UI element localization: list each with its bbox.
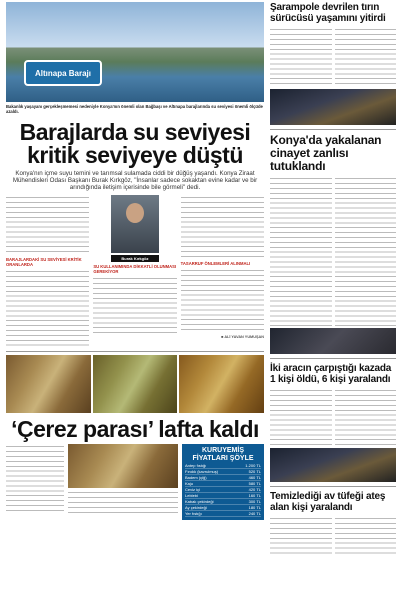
price-item-name: Leblebi (185, 493, 198, 498)
price-item-name: Ay çekirdeği (185, 505, 207, 510)
price-item-name: Ceviz içi (185, 487, 200, 492)
lead-subhead-2: SU KULLANIMINDA DİKKATLİ OLUNMASI GEREKİYOR (93, 264, 177, 274)
price-item-value: 180 TL (248, 505, 261, 510)
price-item-name: Kabak çekirdeği (185, 499, 214, 504)
lead-body-col1 (6, 195, 89, 347)
price-item-value: 580 TL (248, 481, 261, 486)
lead-subhead-3: TASARRUF ÖNLEMLERİ ALINMALI (180, 261, 251, 266)
price-item-name: Yer fıstığı (185, 511, 202, 516)
lead-byline: ■ ALİ YAVAN YUMUŞAN (221, 335, 264, 339)
nuts-photo-strip (6, 355, 264, 413)
lead-body (6, 195, 264, 347)
price-item-name: Antep fıstığı (185, 463, 207, 468)
price-item-value: 420 TL (248, 487, 261, 492)
story2-title: Konya'da yakalanan cinayet zanlısı tutuklandı (270, 133, 382, 173)
cerez-headline: ‘Çerez parası’ lafta kaldı (11, 416, 259, 442)
price-box (182, 444, 264, 520)
price-item-value: 520 TL (248, 469, 261, 474)
kirkgoz-photo (111, 195, 159, 253)
lead-body-col2 (93, 195, 176, 347)
price-item-value: 460 TL (248, 475, 261, 480)
lead-body-col3 (181, 195, 264, 347)
lead-headline-line1: Barajlarda su seviyesi (19, 119, 251, 145)
price-item-value: 240 TL (248, 511, 261, 516)
nuts-photo-2 (93, 355, 178, 413)
lead-deck: Konya'nın içme suyu temini ve tarımsal sulamada ciddi bir düğüş yaşandı. Konya Ziraat Mühendisleri Odası Başkanı Burak Kırkgöz, "İnsanlar sadece sokaktan evine kadar ve bir arındığında iletişim içerisinde bile görmeli" dedi. (12, 170, 258, 191)
lead-subhead-1: BARAJLARDAKİ SU SEVİYESİ KRİTİK ORANLARDA (6, 257, 82, 267)
dam-photo (6, 2, 264, 102)
collision-photo (270, 448, 396, 482)
price-item-name: Fındık (kavrulmuş) (185, 469, 219, 474)
lead-column (6, 2, 264, 520)
price-item-value: 300 TL (248, 499, 261, 504)
right-column (270, 2, 396, 556)
dam-sign: Altınapa Barajı (24, 60, 102, 86)
nuts-photo-3 (179, 355, 264, 413)
portrait-caption: Burak Kırkgöz (111, 255, 159, 262)
price-item-name: Kaju (185, 481, 194, 486)
story1-title: Şarampole devrilen tırın sürücüsü yaşamını yitirdi (270, 2, 386, 24)
divider (6, 351, 264, 352)
price-item-name: Badem (çiğ) (185, 475, 207, 480)
suspect-photo (270, 328, 396, 354)
vendor-photo (68, 444, 178, 488)
story4-title: Temizlediği av tüfeği ateş alan kişi yaralandı (270, 491, 386, 513)
price-box-title: KURUYEMİŞ FİYATLARI ŞÖYLE (192, 447, 254, 462)
nuts-photo-1 (6, 355, 91, 413)
price-item-value: 1.200 TL (245, 463, 261, 468)
price-list (185, 463, 261, 517)
story3-title: İki aracın çarpıştığı kazada 1 kişi öldü, 6 kişi yaralandı (270, 363, 392, 385)
price-item-value: 160 TL (248, 493, 261, 498)
cerez-body (6, 444, 264, 520)
truck-crash-photo (270, 89, 396, 125)
price-row (185, 511, 261, 517)
lead-headline (6, 121, 264, 167)
dam-photo-caption: Bakanlık yaşayanı gerçekleşmemesi nedeniyle Konya'nın önemli olan Bağbaşı ve Altınapa barajlarında su seviyesi önemli ölçüde azaldı. (6, 104, 263, 114)
lead-headline-line2: kritik seviyeye düştü (27, 142, 243, 168)
